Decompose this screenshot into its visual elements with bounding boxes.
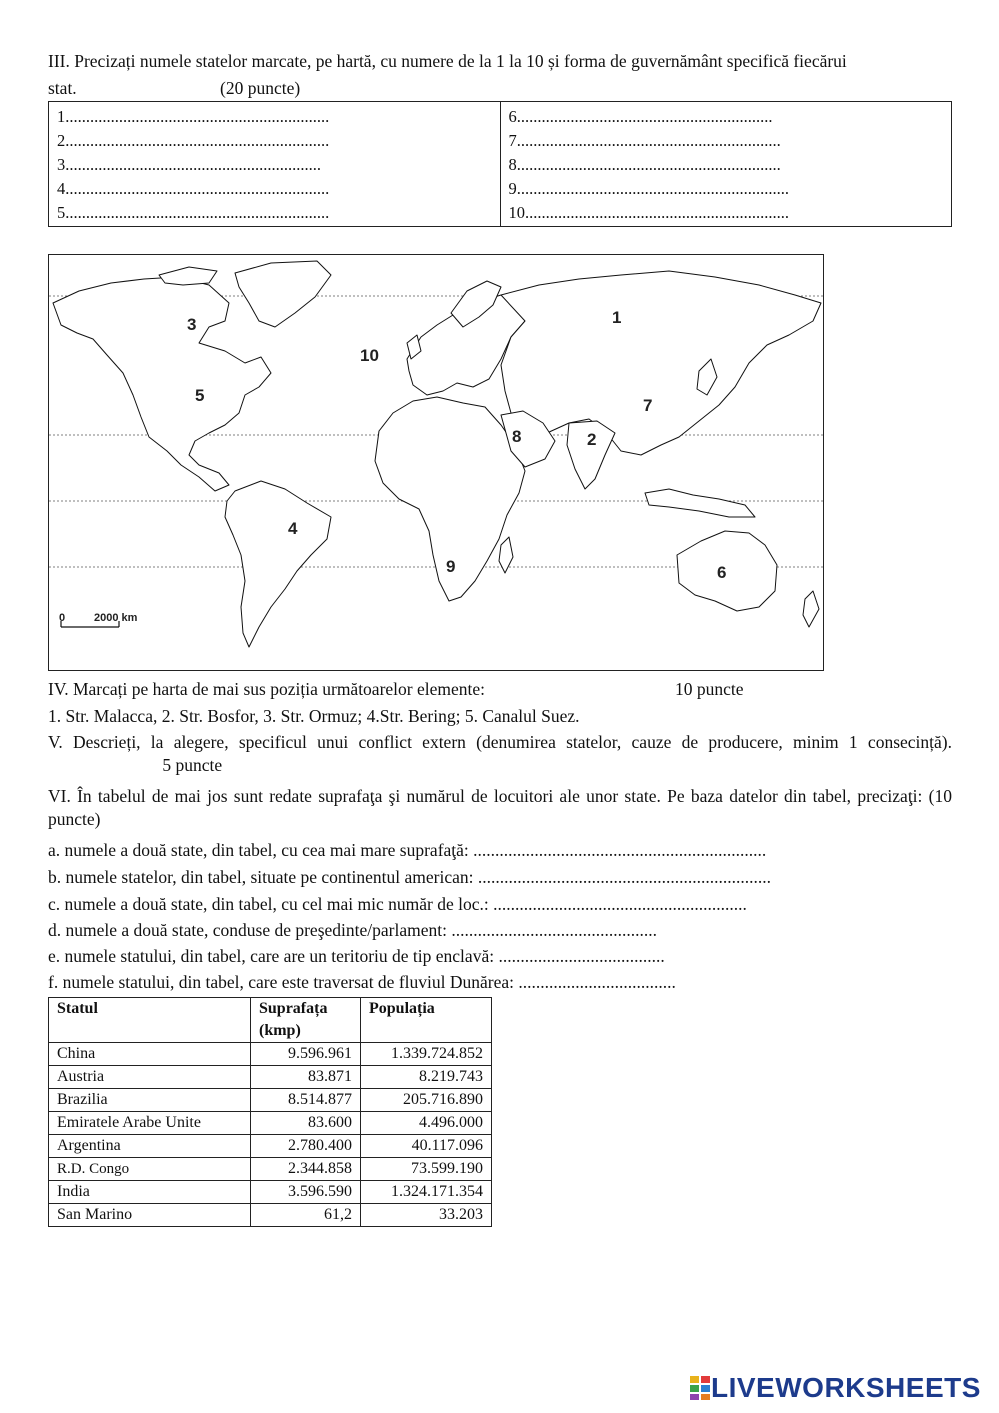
map-label-3: 3 [187,315,197,334]
cell-state: Emiratele Arabe Unite [49,1112,251,1135]
header-area: Suprafața (kmp) [251,998,361,1043]
australia-outline [677,531,777,611]
cell-area: 83.600 [251,1112,361,1135]
question-a: a. numele a două state, din tabel, cu cea mai mare suprafaţă: ................................................................... [48,840,767,860]
cell-state: China [49,1043,251,1066]
cell-area: 3.596.590 [251,1181,361,1204]
section3-points: (20 puncte) [220,78,301,98]
new-zealand-outline [803,591,819,627]
answer-line-6[interactable]: 6.............................................................. [508,107,773,126]
answer-table [48,101,952,227]
question-d: d. numele a două state, conduse de preşedinte/parlament: ............................................... [48,920,657,940]
question-c: c. numele a două state, din tabel, cu cel mai mic număr de loc.: .......................................................... [48,894,747,914]
answer-line-4[interactable]: 4................................................................ [57,179,330,198]
table-row [49,1204,492,1227]
liveworksheets-logo-text: LIVEWORKSHEETS [711,1372,981,1403]
world-map[interactable] [48,254,824,671]
cell-population: 8.219.743 [361,1066,492,1089]
question-f: f. numele statului, din tabel, care este traversat de fluviul Dunărea: .................................... [48,972,676,992]
map-label-9: 9 [446,557,456,576]
section3-title-line2: stat. [48,78,77,98]
map-label-2: 2 [587,430,597,449]
liveworksheets-logo-icon [689,1375,711,1401]
madagascar-outline [499,537,513,573]
section3-title-line1: III. Precizați numele statelor marcate, pe hartă, cu numere de la 1 la 10 și forma de guvernământ specifică fiecărui [48,51,847,71]
table-row [49,1066,492,1089]
answer-line-1[interactable]: 1................................................................ [57,107,330,126]
cell-state: San Marino [49,1204,251,1227]
table-row [49,1158,492,1181]
cell-area: 2.344.858 [251,1158,361,1181]
scale-zero-label: 0 [59,612,66,624]
cell-area: 2.780.400 [251,1135,361,1158]
answer-line-3[interactable]: 3.............................................................. [57,155,321,174]
cell-population: 4.496.000 [361,1112,492,1135]
table-row [49,1089,492,1112]
map-label-10: 10 [360,346,379,365]
table-row [49,1181,492,1204]
table-row [49,1135,492,1158]
cell-population: 73.599.190 [361,1158,492,1181]
cell-state: Brazilia [49,1089,251,1112]
answer-line-10[interactable]: 10................................................................ [508,203,789,222]
map-label-1: 1 [612,308,622,327]
cell-area: 83.871 [251,1066,361,1089]
world-map-outline [49,255,825,672]
question-b: b. numele statelor, din tabel, situate pe continentul american: ................................................................... [48,867,771,887]
cell-population: 1.324.171.354 [361,1181,492,1204]
question-e: e. numele statului, din tabel, care are un teritoriu de tip enclavă: ...................................... [48,946,665,966]
cell-population: 33.203 [361,1204,492,1227]
answer-line-5[interactable]: 5................................................................ [57,203,330,222]
table-row [49,1043,492,1066]
cell-population: 40.117.096 [361,1135,492,1158]
cell-area: 9.596.961 [251,1043,361,1066]
section4-items: 1. Str. Malacca, 2. Str. Bosfor, 3. Str. Ormuz; 4.Str. Bering; 5. Canalul Suez. [48,706,580,726]
header-population: Populația [361,998,492,1043]
map-label-6: 6 [717,563,727,582]
section5-text [48,731,952,777]
cell-area: 8.514.877 [251,1089,361,1112]
map-label-5: 5 [195,386,205,405]
cell-state: R.D. Congo [49,1158,251,1181]
cell-state: Austria [49,1066,251,1089]
liveworksheets-logo[interactable] [689,1372,981,1404]
section6-intro: VI. În tabelul de mai jos sunt redate suprafaţa şi numărul de locuitori ale unor state. Pe baza datelor din tabel, precizaţi: (10 puncte) [48,786,952,829]
section4-title: IV. Marcați pe harta de mai sus poziția următoarelor elemente: [48,679,486,699]
answer-line-2[interactable]: 2................................................................ [57,131,330,150]
scale-distance-label: 2000 km [94,612,138,624]
cell-state: Argentina [49,1135,251,1158]
answer-line-7[interactable]: 7................................................................ [508,131,781,150]
section4-points: 10 puncte [675,679,744,699]
table-header-row [49,998,492,1043]
cell-area: 61,2 [251,1204,361,1227]
cell-population: 205.716.890 [361,1089,492,1112]
asia-outline [501,271,821,455]
greenland-outline [235,261,331,327]
map-label-4: 4 [288,519,298,538]
arctic-islands-outline [159,267,217,285]
states-table [48,997,492,1227]
cell-population: 1.339.724.852 [361,1043,492,1066]
section5-question: V. Descrieți, la alegere, specificul unui conflict extern (denumirea statelor, cauze de producere, minim 1 consecință). [48,732,952,752]
answer-line-8[interactable]: 8................................................................ [508,155,781,174]
header-state: Statul [49,998,251,1043]
section5-points: 5 puncte [162,755,223,775]
map-label-8: 8 [512,427,522,446]
cell-state: India [49,1181,251,1204]
north-america-outline [53,277,271,491]
south-america-outline [225,481,331,647]
map-label-7: 7 [643,396,653,415]
indonesia-outline [645,489,755,517]
answer-column-right [500,102,952,226]
table-row [49,1112,492,1135]
answer-line-9[interactable]: 9.................................................................. [508,179,789,198]
answer-column-left [49,102,500,226]
